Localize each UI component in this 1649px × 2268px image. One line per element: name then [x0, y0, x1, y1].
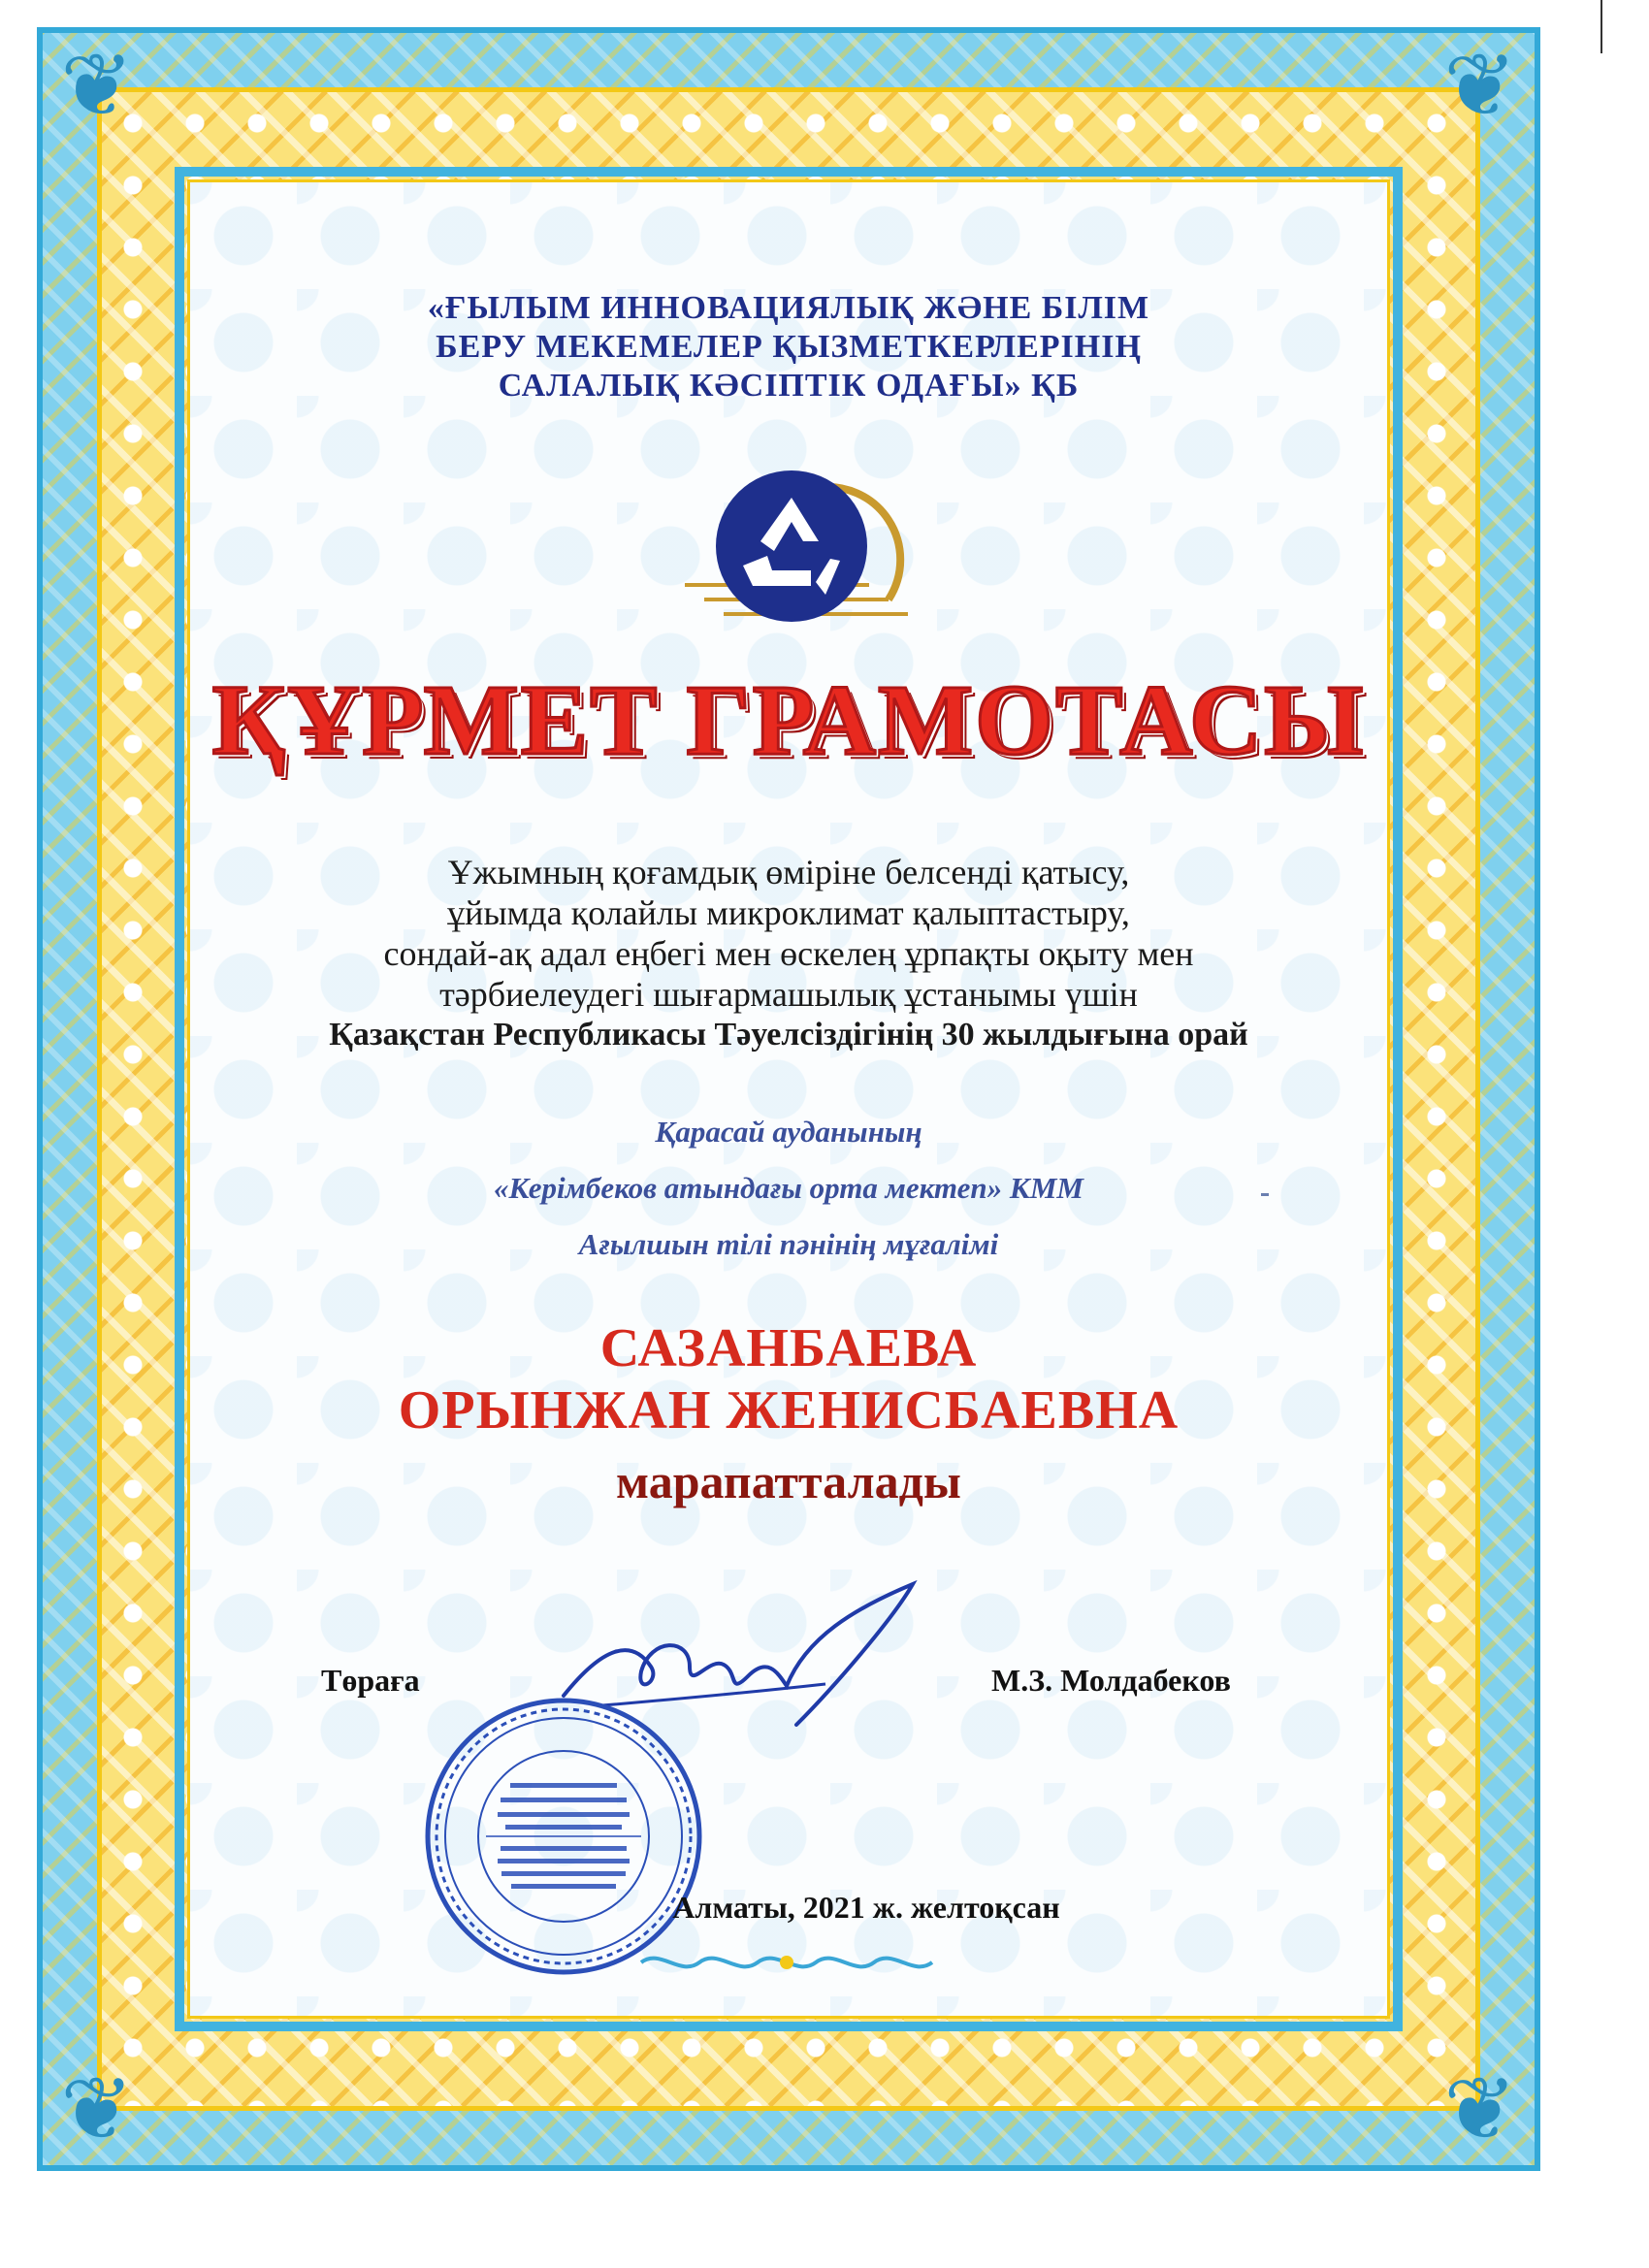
awarded-label: марапатталады	[616, 1454, 961, 1508]
reason-line: тәрбиелеудегі шығармашылық ұстанымы үшін	[439, 975, 1138, 1014]
certificate-title: ҚҰРМЕТ ГРАМОТАСЫ	[211, 664, 1366, 776]
scan-edge-line	[1600, 0, 1602, 53]
corner-ornament-icon: ❦	[1443, 39, 1517, 135]
reason-line: сондай-ақ адал еңбегі мен өскелең ұрпақты оқыту мен	[383, 934, 1194, 973]
reason-line: ұйымда қолайлы микроклимат қалыптастыру,	[447, 893, 1130, 932]
corner-ornament-icon: ❦	[60, 39, 134, 135]
recipient-surname: САЗАНБАЕВА	[599, 1318, 978, 1378]
position-label: Ағылшын тілі пәнінің мұғалімі	[578, 1227, 999, 1261]
organization-name	[190, 289, 1387, 405]
award-reason	[190, 852, 1387, 1055]
official-seal-icon	[418, 1691, 709, 1982]
reason-line: Ұжымның қоғамдық өміріне белсенді қатысу,	[447, 853, 1130, 891]
signatory-name: М.З. Молдабеков	[991, 1663, 1231, 1698]
school-label: «Керімбеков атындағы орта мектеп» КММ	[494, 1171, 1083, 1205]
recipient-given-names: ОРЫНЖАН ЖЕНИСБАЕВНА	[398, 1380, 1180, 1441]
reason-occasion: Қазақстан Республикасы Тәуелсіздігінің 30 жылдығына орай	[329, 1017, 1248, 1053]
union-logo-icon	[646, 464, 927, 677]
decorative-ornament-icon	[636, 1943, 937, 1982]
organization-line: САЛАЛЫҚ КӘСІПТІК ОДАҒЫ» ҚБ	[498, 368, 1080, 404]
corner-ornament-icon: ❦	[1443, 2062, 1517, 2158]
organization-line: БЕРУ МЕКЕМЕЛЕР ҚЫЗМЕТКЕРЛЕРІНІҢ	[436, 329, 1142, 365]
scan-dot	[1261, 1193, 1269, 1196]
place-and-date: Алматы, 2021 ж. желтоқсан	[672, 1890, 1060, 1925]
organization-line: «ҒЫЛЫМ ИННОВАЦИЯЛЫҚ ЖӘНЕ БІЛІМ	[427, 290, 1150, 326]
certificate-content	[190, 182, 1387, 2016]
recipient-name	[190, 1317, 1387, 1442]
district-label: Қарасай ауданының	[655, 1115, 922, 1149]
corner-ornament-icon: ❦	[60, 2062, 134, 2158]
signatory-role: Төраға	[321, 1663, 420, 1698]
recipient-workplace	[190, 1104, 1387, 1273]
